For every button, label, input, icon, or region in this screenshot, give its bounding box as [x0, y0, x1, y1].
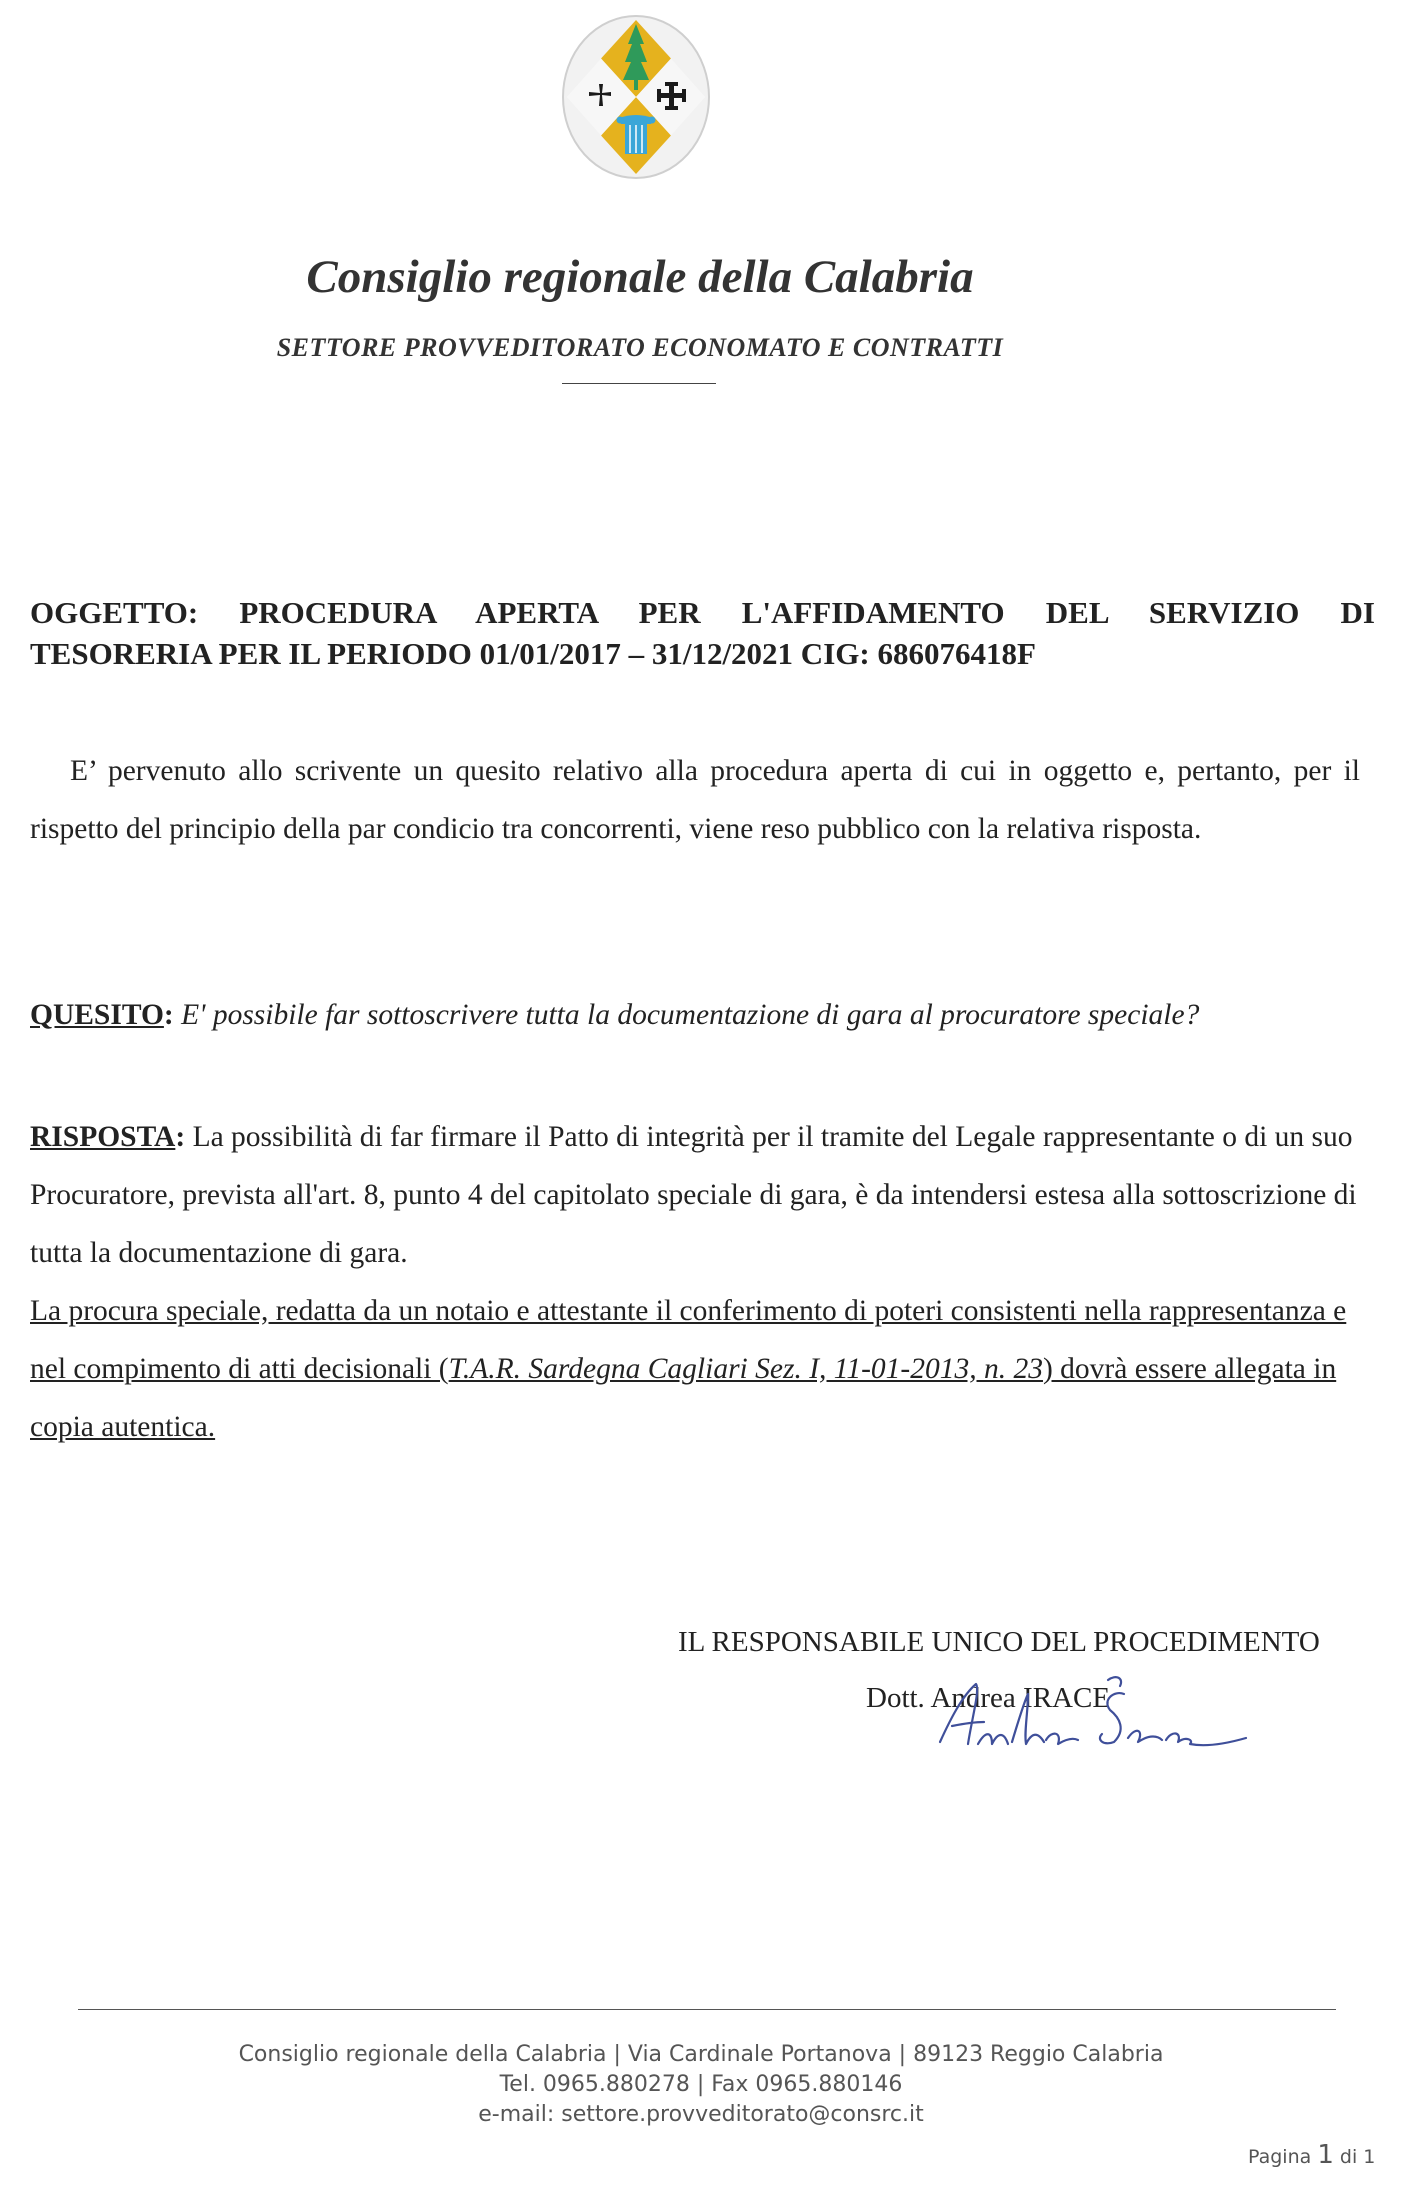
page-total: di 1 [1339, 2146, 1376, 2168]
footer-address: Consiglio regionale della Calabria | Via Cardinale Portanova | 89123 Reggio Calabria [238, 2042, 1164, 2067]
footer-phone-fax: Tel. 0965.880278 | Fax 0965.880146 [499, 2072, 903, 2097]
answer-paragraph [30, 1108, 1360, 1456]
answer-label-colon: : [175, 1121, 186, 1153]
intro-text: E’ pervenuto allo scrivente un quesito relativo alla procedura aperta di cui in oggetto e, pertanto, per il rispetto del principio della par condicio tra concorrenti, viene reso pubblico con la relativa risposta. [30, 755, 1360, 845]
signatory-name: Dott. Andrea IRACE [866, 1682, 1111, 1714]
page-label: Pagina [1248, 2146, 1312, 2168]
header-divider [562, 383, 716, 384]
handwritten-signature [928, 1660, 1258, 1780]
regional-emblem-logo [561, 14, 711, 180]
intro-paragraph [30, 742, 1360, 858]
subject-heading [30, 592, 1375, 674]
footer-email: e-mail: settore.provveditorato@consrc.it [478, 2102, 924, 2127]
question-paragraph [30, 990, 1390, 1040]
page-current: 1 [1317, 2140, 1334, 2170]
answer-citation: T.A.R. Sardegna Cagliari Sez. I, 11-01-2013, n. 23 [448, 1353, 1043, 1385]
subject-line-2: TESORERIA PER IL PERIODO 01/01/2017 – 31/12/2021 CIG: 686076418F [30, 636, 1036, 671]
subject-line-1: OGGETTO: PROCEDURA APERTA PER L'AFFIDAMENTO DEL SERVIZIO DI [30, 595, 1375, 630]
question-label-colon: : [163, 999, 174, 1031]
footer [0, 2040, 1402, 2130]
answer-text: La possibilità di far firmare il Patto di integrità per il tramite del Legale rappresentante o di un suo Procuratore, prevista all'art. 8, punto 4 del capitolato speciale di gara, è da intendersi estesa alla sottoscrizione di tutta la documentazione di gara. [30, 1121, 1357, 1269]
sector-name: SETTORE PROVVEDITORATO ECONOMATO E CONTRATTI [276, 333, 1004, 362]
question-text: E' possibile far sottoscrivere tutta la documentazione di gara al procuratore speciale? [173, 999, 1200, 1031]
question-label: QUESITO [30, 999, 164, 1031]
answer-label: RISPOSTA [30, 1121, 176, 1153]
signatory-role: IL RESPONSABILE UNICO DEL PROCEDIMENTO [678, 1626, 1320, 1658]
footer-divider [78, 2009, 1336, 2010]
organization-title: Consiglio regionale della Calabria [306, 251, 974, 303]
answer-procura-end: ) dovrà essere allegata in copia autentica. [30, 1353, 1337, 1443]
answer-procura-text: La procura speciale, redatta da un notaio e attestante il conferimento di poteri consistenti nella rappresentanza e nel compimento di atti decisionali ( [30, 1295, 1347, 1385]
page-number [1248, 2140, 1375, 2170]
